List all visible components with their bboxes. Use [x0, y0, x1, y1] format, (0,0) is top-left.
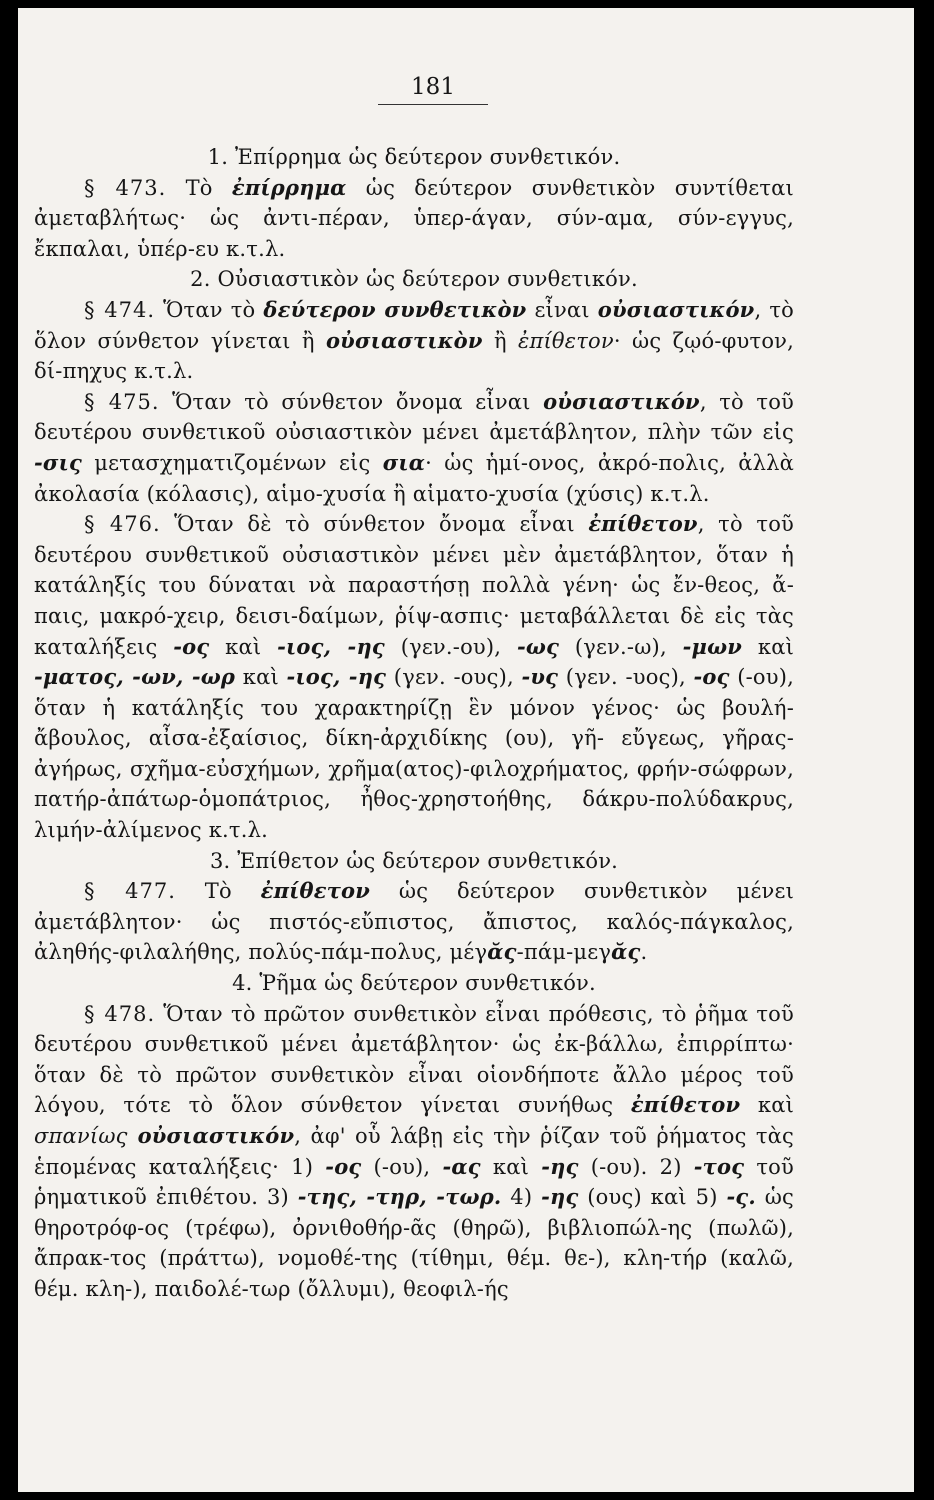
text: , ἀφ' οὗ λάβῃ εἰς τὴν ῥίζαν τοῦ ῥήματος τὰς ἑπομένας καταλήξεις· 1)	[34, 1124, 795, 1179]
emphasis: ᾰς	[487, 939, 517, 965]
emphasis: δεύτερον συνθετικὸν	[263, 296, 527, 322]
page-number: 181	[378, 74, 488, 105]
emphasis: -ης	[541, 1184, 579, 1210]
emphasis: οὐσιαστικόν	[543, 388, 700, 414]
italic: ἐπίθετον	[518, 328, 614, 353]
text: · ὡς ζῳό-φυτον, δί-πηχυς κ.τ.λ.	[34, 328, 795, 384]
emphasis: ἐπίθετον	[588, 511, 698, 537]
emphasis: -υς	[521, 664, 559, 690]
emphasis: -μων	[682, 633, 743, 659]
text: , τὸ ὅλον σύνθετον γίνεται ἢ	[34, 297, 795, 353]
text: .	[640, 940, 648, 965]
paragraph-478	[34, 999, 794, 1305]
emphasis: -σις	[34, 449, 82, 475]
section-number: § 475.	[84, 389, 160, 414]
emphasis: -τος	[693, 1153, 745, 1179]
text: Τὸ	[175, 879, 261, 904]
emphasis: -ς.	[726, 1184, 756, 1210]
text: ὡς δεύτερον συνθετικὸν συντίθεται ἀμεταβλήτως· ὡς ἀντι-πέραν, ὑπερ-άγαν, σύν-αμα, σύν-εγγυς, ἔκπαλαι, ὑπέρ-ευ κ.τ.λ.	[34, 175, 794, 261]
text: ὡς θηροτρόφ-ος (τρέφω), ὀρνιθοθήρ-ᾶς (θηρῶ), βιβλιοπώλ-ης (πωλῶ), ἄπρακ-τος (πράττω), νομοθέ-της (τίθημι, θέμ. θε-), κλη-τήρ (καλῶ, θέμ. κλη-), παιδολέ-τωρ (ὄλλυμι), θεοφιλ-ής	[34, 1185, 794, 1301]
section-heading-1: 1. Ἐπίρρημα ὡς δεύτερον συνθετικόν.	[207, 145, 621, 169]
text: (-ου),	[361, 1154, 443, 1179]
emphasis: -ας	[442, 1153, 481, 1179]
emphasis: -ος	[325, 1153, 362, 1179]
italic: σπανίως	[34, 1124, 128, 1148]
text: (γεν.-ου),	[384, 634, 517, 659]
emphasis: οὐσιαστικὸν	[325, 327, 483, 353]
emphasis: οὐσιαστικόν	[127, 1123, 295, 1148]
emphasis: -ος	[173, 633, 210, 659]
paragraph-475	[34, 387, 794, 509]
section-number: § 477.	[84, 879, 176, 904]
text: ἢ	[482, 328, 519, 353]
text: (γεν. -ους),	[386, 665, 522, 690]
emphasis: ἐπίθετον	[630, 1092, 741, 1118]
text: καὶ	[209, 634, 278, 659]
text: Ὅταν τὸ	[155, 297, 264, 322]
text: (-ου), ὅταν ἡ κατάληξίς του χαρακτηρίζῃ ἓν μόνον γένος· ὡς βουλή-ἄβουλος, αἶσα-ἐξαίσιος, δίκη-ἀρχιδίκης (ου), γῆ- εὔγεως, γῆρας-ἀγήρως, σχῆμα-εὐσχήμων, χρῆμα(ατος)-φιλοχρήματος, φρήν-σώφρων, πατήρ-ἀπάτωρ-ὁμοπάτριος, ἦθος-χρηστοήθης, δάκρυ-πολύδακρυς, λιμήν-ἀλίμενος κ.τ.λ.	[34, 665, 794, 843]
emphasis: σια	[382, 449, 426, 475]
section-number: § 473.	[84, 175, 167, 200]
emphasis: -της, -τηρ, -τωρ.	[297, 1184, 502, 1210]
emphasis: -ιος, -ης	[277, 633, 385, 659]
text: μετασχηματιζομένων εἰς	[81, 450, 383, 475]
text: (γεν.-ω),	[559, 634, 683, 659]
emphasis: ἐπίθετον	[260, 878, 371, 904]
text: -πάμ-μεγ	[516, 940, 612, 965]
text: , τὸ τοῦ δευτέρου συνθετικοῦ οὐσιαστικὸν μένει ἀμετάβλητον, πλὴν τῶν εἰς	[34, 389, 795, 445]
text: (-ου). 2)	[578, 1154, 694, 1179]
paragraph-474	[34, 295, 794, 387]
emphasis: -ης	[541, 1153, 579, 1179]
section-heading-3: 3. Ἐπίθετον ὡς δεύτερον συνθετικόν.	[209, 848, 619, 873]
text: Τὸ	[166, 175, 232, 200]
section-number: § 474.	[84, 297, 156, 322]
book-page	[18, 8, 914, 1492]
text: (ους) καὶ 5)	[578, 1185, 727, 1210]
text: , τὸ τοῦ δευτέρου συνθετικοῦ οὐσιαστικὸν μένει μὲν ἀμετάβλητον, ὅταν ἡ κατάληξίς του δύναται νὰ παραστήσῃ πολλὰ γένη· ὡς ἔν-θεος, ἄ-παις, μακρό-χειρ, δεισι-δαίμων, ῥίψ-ασπις· μεταβάλλεται δὲ εἰς τὰς καταλήξεις	[34, 512, 795, 659]
text: Ὅταν δὲ τὸ σύνθετον ὄνομα εἶναι	[160, 512, 589, 537]
text: καὶ	[742, 634, 795, 659]
text: Ὅταν τὸ σύνθετον ὄνομα εἶναι	[159, 389, 544, 414]
text: (γεν. -υος),	[558, 665, 694, 690]
text: καὶ	[480, 1154, 542, 1179]
section-heading-2: 2. Οὐσιαστικὸν ὡς δεύτερον συνθετικόν.	[190, 267, 638, 292]
text: 4)	[501, 1185, 542, 1210]
text: · ὡς ἡμί-ονος, ἀκρό-πολις, ἀλλὰ ἀκολασία (κόλασις), αἱμο-χυσία ἢ αἱματο-χυσία (χύσις) κ.τ.λ.	[34, 450, 794, 506]
section-number: § 476.	[84, 512, 161, 537]
emphasis: -ος	[693, 664, 730, 690]
text: καὶ	[740, 1093, 795, 1118]
paragraph-477	[34, 876, 794, 968]
emphasis: -ματος, -ων, -ωρ	[34, 664, 236, 690]
text: καὶ	[235, 665, 287, 690]
emphasis: ᾰς	[611, 939, 641, 965]
text: εἶναι	[526, 297, 598, 322]
emphasis: οὐσιαστικόν	[597, 296, 755, 322]
text: τοῦ ῥηματικοῦ ἐπιθέτου. 3)	[34, 1154, 794, 1210]
section-heading-4: 4. Ῥῆμα ὡς δεύτερον συνθετικόν.	[232, 971, 596, 996]
page-body	[34, 78, 794, 1305]
paragraph-473	[34, 173, 794, 265]
text: Ὅταν τὸ πρῶτον συνθετικὸν εἶναι πρόθεσις, τὸ ῥῆμα τοῦ δευτέρου συνθετικοῦ μένει ἀμετάβλητον· ὡς ἐκ-βάλλω, ἐπιρρίπτω· ὅταν δὲ τὸ πρῶτον συνθετικὸν εἶναι οἱονδήποτε ἄλλο μέρος τοῦ λόγου, τότε τὸ ὅλον σύνθετον γίνεται συνήθως	[34, 1001, 794, 1118]
section-number: § 478.	[84, 1001, 156, 1026]
emphasis: -ιος, -ης	[286, 664, 387, 690]
emphasis: ἐπίρρημα	[231, 174, 347, 200]
emphasis: -ως	[516, 633, 560, 659]
paragraph-476	[34, 509, 794, 846]
text: ὡς δεύτερον συνθετικὸν μένει ἀμετάβλητον· ὡς πιστός-εὔπιστος, ἄπιστος, καλός-πάγκαλος, ἀληθής-φιλαλήθης, πολύς-πάμ-πολυς, μέγ	[34, 879, 794, 965]
